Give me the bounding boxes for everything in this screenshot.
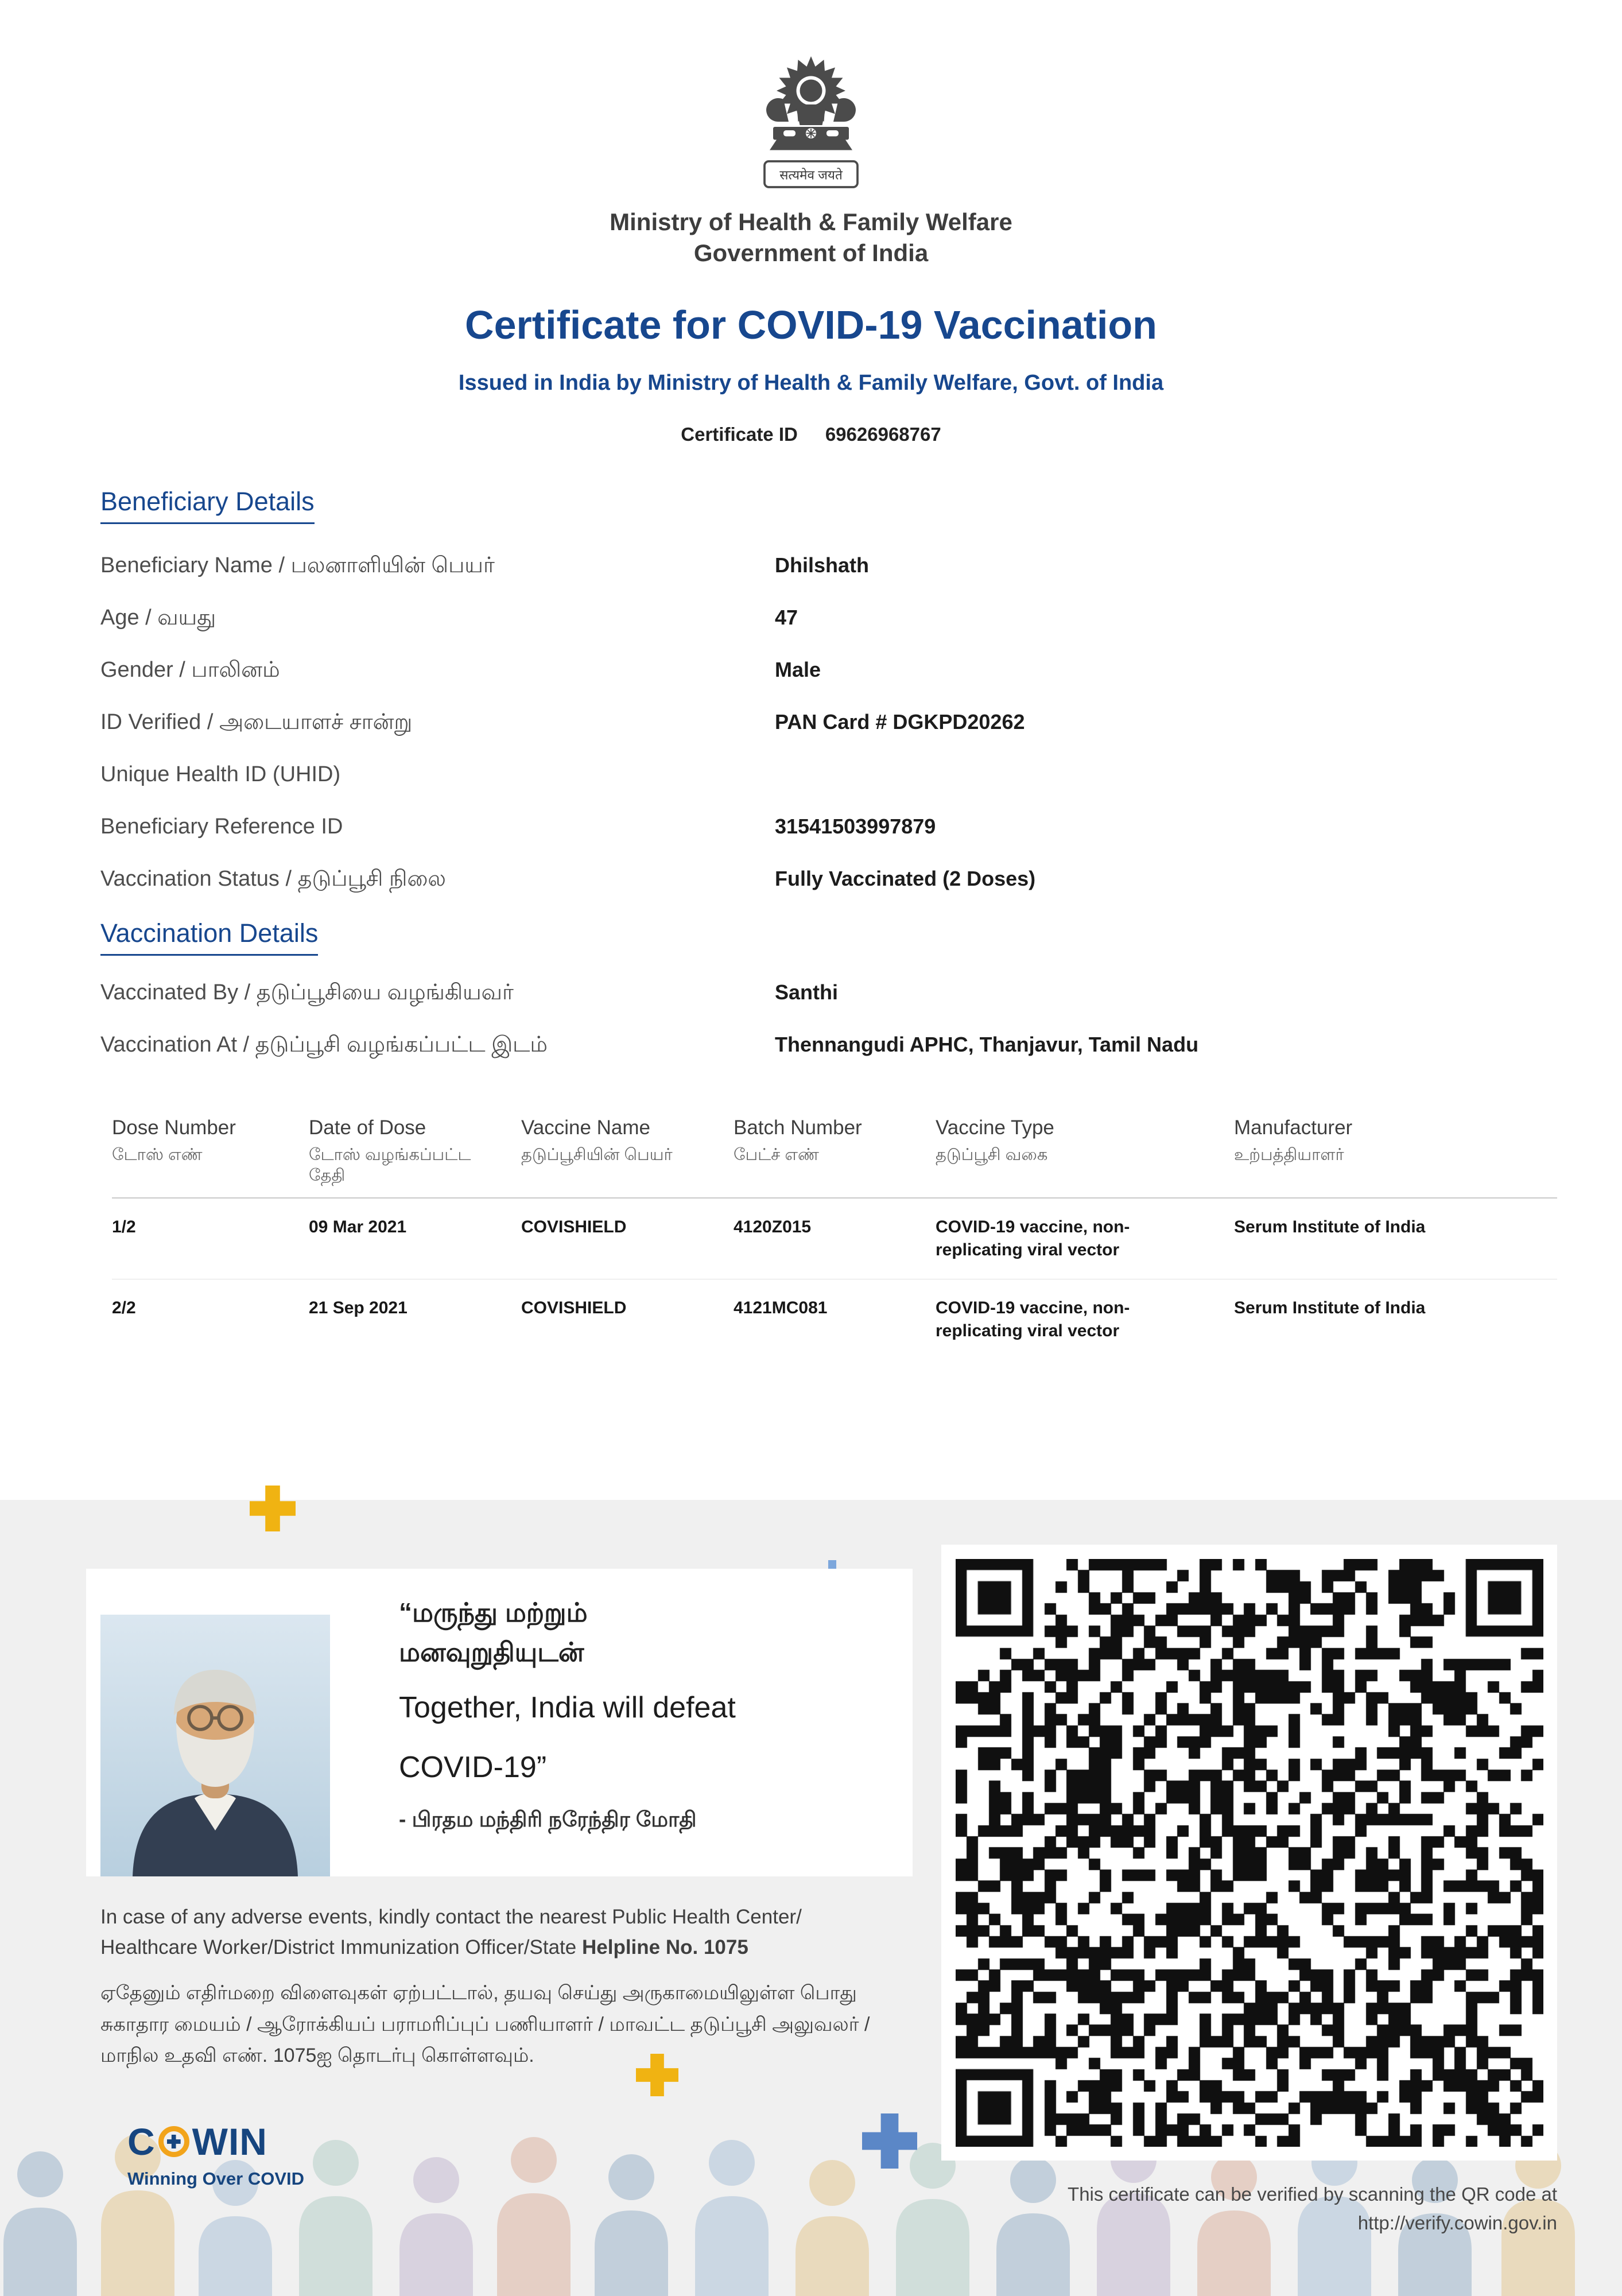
emblem-motto: सत्यमेव जयते bbox=[779, 168, 843, 183]
field-row-reference-id bbox=[100, 814, 1557, 839]
field-label: Age / வயது bbox=[100, 605, 216, 630]
plus-decoration-icon bbox=[250, 1486, 296, 1531]
cell-date-of-dose: 21 Sep 2021 bbox=[309, 1298, 408, 1317]
cowin-logo bbox=[127, 2120, 305, 2189]
field-row-gender bbox=[100, 657, 1557, 682]
field-value: Santhi bbox=[775, 980, 839, 1004]
field-value: Male bbox=[775, 657, 821, 681]
cell-manufacturer: Serum Institute of India bbox=[1234, 1217, 1426, 1236]
pm-quote-card bbox=[86, 1569, 913, 1876]
certificate-id-value: 69626968767 bbox=[825, 423, 941, 445]
ministry-line2: Government of India bbox=[693, 239, 929, 266]
field-row-age bbox=[100, 605, 1557, 630]
cell-batch-number: 4121MC081 bbox=[734, 1298, 828, 1317]
field-label: Beneficiary Reference ID bbox=[100, 814, 343, 839]
helpline-number: Helpline No. 1075 bbox=[581, 1936, 748, 1959]
field-row-vaccinated-by bbox=[100, 980, 1557, 1005]
dose-table bbox=[112, 1116, 1557, 1360]
col-header-date-of-dose: Date of Dose டோஸ் வழங்கப்பட்ட தேதி bbox=[309, 1116, 471, 1185]
field-row-id-verified bbox=[100, 709, 1557, 735]
field-value: Fully Vaccinated (2 Doses) bbox=[775, 866, 1036, 890]
field-label: Vaccination At / தடுப்பூசி வழங்கப்பட்ட இடம் bbox=[100, 1032, 548, 1057]
field-label: Beneficiary Name / பலனாளியின் பெயர் bbox=[100, 553, 495, 577]
certificate-id-line bbox=[0, 424, 1622, 445]
field-label: Vaccinated By / தடுப்பூசியை வழங்கியவர் bbox=[100, 980, 514, 1004]
cell-dose-number: 1/2 bbox=[112, 1217, 136, 1236]
adverse-notice-tamil: ஏதேனும் எதிர்மறை விளைவுகள் ஏற்பட்டால், தயவு செய்து அருகாமையிலுள்ள பொது சுகாதார மையம் / ஆரோக்கியப் பராமரிப்புப் பணியாளர் / மாவட்ட தடுப்பூசி அலுவலர் / மாநில உதவி எண். 1075ஐ தொடர்பு கொள்ளவும். bbox=[100, 1982, 870, 2067]
field-row-vaccination-at bbox=[100, 1032, 1557, 1057]
quote-tamil-line2: மனவுறுதியுடன் bbox=[399, 1637, 584, 1667]
field-label: Vaccination Status / தடுப்பூசி நிலை bbox=[100, 866, 446, 891]
vaccination-section-title: Vaccination Details bbox=[100, 918, 318, 956]
quote-english-line1: Together, India will defeat bbox=[399, 1691, 736, 1724]
verify-url: http://verify.cowin.gov.in bbox=[1357, 2212, 1557, 2233]
pm-quote bbox=[399, 1593, 736, 1835]
field-label: Unique Health ID (UHID) bbox=[100, 762, 341, 786]
cowin-letter-c: C bbox=[127, 2120, 156, 2163]
cowin-tagline: Winning Over COVID bbox=[127, 2169, 305, 2189]
vaccination-rows bbox=[100, 980, 1557, 1057]
certificate-id-label: Certificate ID bbox=[681, 423, 798, 445]
ministry-line1: Ministry of Health & Family Welfare bbox=[610, 208, 1012, 235]
qr-code bbox=[941, 1545, 1557, 2161]
cell-vaccine-type: COVID-19 vaccine, non-replicating viral vector bbox=[936, 1298, 1130, 1340]
pm-portrait bbox=[100, 1615, 330, 1876]
field-row-uhid bbox=[100, 762, 1557, 787]
cell-vaccine-name: COVISHIELD bbox=[521, 1298, 627, 1317]
quote-tamil-line1: “மருந்து மற்றும் bbox=[399, 1597, 588, 1627]
field-value: 31541503997879 bbox=[775, 814, 936, 838]
col-header-vaccine-type: Vaccine Type தடுப்பூசி வகை bbox=[936, 1116, 1054, 1164]
field-row-vaccination-status bbox=[100, 866, 1557, 891]
cell-date-of-dose: 09 Mar 2021 bbox=[309, 1217, 407, 1236]
adverse-events-notice bbox=[100, 1902, 921, 2072]
cell-dose-number: 2/2 bbox=[112, 1298, 136, 1317]
field-label: Gender / பாலினம் bbox=[100, 657, 280, 682]
cell-vaccine-type: COVID-19 vaccine, non-replicating viral vector bbox=[936, 1217, 1130, 1259]
vaccination-details-section bbox=[100, 918, 1557, 1057]
cowin-letters-win: WIN bbox=[192, 2120, 267, 2163]
certificate-header bbox=[0, 0, 1622, 445]
qr-code-canvas bbox=[956, 1559, 1543, 2147]
quote-english-line2: COVID-19” bbox=[399, 1751, 547, 1785]
col-header-manufacturer: Manufacturer உற்பத்தியாளர் bbox=[1234, 1116, 1353, 1164]
cell-batch-number: 4120Z015 bbox=[734, 1217, 812, 1236]
quote-attribution: - பிரதம மந்திரி நரேந்திர மோதி bbox=[399, 1808, 697, 1832]
field-value: 47 bbox=[775, 605, 798, 629]
dose-table-row-1 bbox=[112, 1199, 1557, 1279]
col-header-vaccine-name: Vaccine Name தடுப்பூசியின் பெயர் bbox=[521, 1116, 673, 1164]
field-value: PAN Card # DGKPD20262 bbox=[775, 709, 1025, 734]
cell-vaccine-name: COVISHIELD bbox=[521, 1217, 627, 1236]
field-label: ID Verified / அடையாளச் சான்று bbox=[100, 709, 413, 734]
dose-table-row-2 bbox=[112, 1279, 1557, 1360]
field-value: Thennangudi APHC, Thanjavur, Tamil Nadu bbox=[775, 1032, 1199, 1056]
col-header-dose-number: Dose Number டோஸ் எண் bbox=[112, 1116, 236, 1164]
beneficiary-rows bbox=[100, 553, 1557, 891]
footer-panel bbox=[0, 1500, 1622, 2296]
field-value: Dhilshath bbox=[775, 553, 870, 577]
ministry-name bbox=[0, 207, 1622, 269]
field-row-beneficiary-name bbox=[100, 553, 1557, 578]
dose-table-header bbox=[112, 1116, 1557, 1199]
national-emblem-icon bbox=[751, 55, 871, 201]
cell-manufacturer: Serum Institute of India bbox=[1234, 1298, 1426, 1317]
beneficiary-section-title: Beneficiary Details bbox=[100, 487, 315, 524]
beneficiary-details-section bbox=[100, 487, 1557, 891]
verify-line1: This certificate can be verified by scanning the QR code at bbox=[1068, 2183, 1557, 2205]
adverse-notice-english: In case of any adverse events, kindly contact the nearest Public Health Center/ Healthcare Worker/District Immunization Officer/State Helpline No. 1075 bbox=[100, 1906, 802, 1959]
certificate-subtitle: Issued in India by Ministry of Health & Family Welfare, Govt. of India bbox=[458, 371, 1164, 395]
cowin-plus-icon bbox=[158, 2126, 189, 2157]
verify-instructions bbox=[1068, 2180, 1557, 2237]
col-header-batch-number: Batch Number பேட்ச் எண் bbox=[734, 1116, 862, 1164]
certificate-title: Certificate for COVID-19 Vaccination bbox=[465, 302, 1157, 347]
